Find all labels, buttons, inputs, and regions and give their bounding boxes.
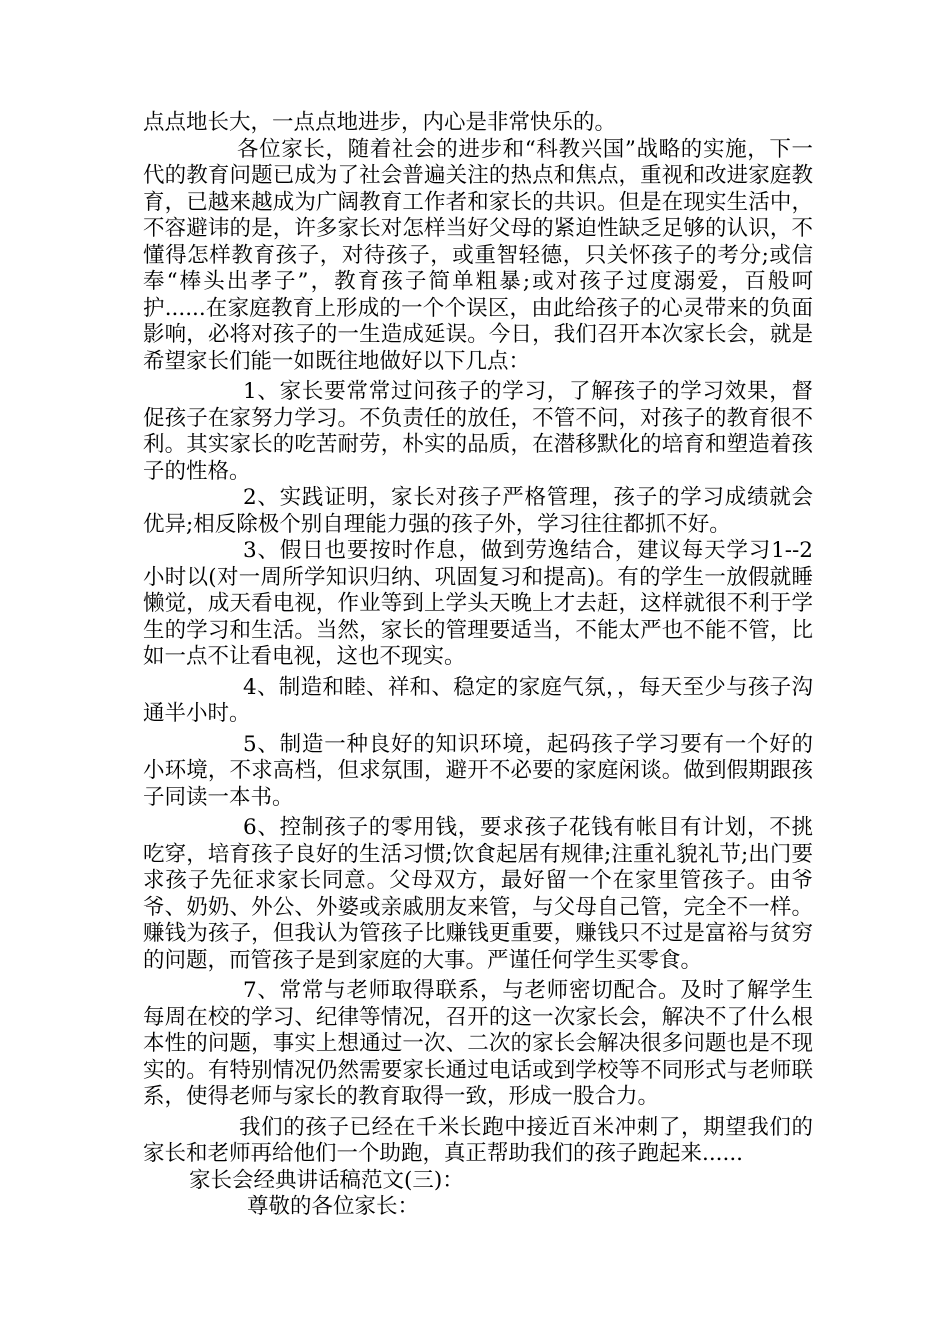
paragraph-closing: 我们的孩子已经在千米长跑中接近百米冲刺了，期望我们的家长和老师再给他们一个助跑，真正帮助我们的孩子跑起来...... <box>143 1114 813 1166</box>
paragraph-point-6: 6、控制孩子的零用钱，要求孩子花钱有帐目有计划，不挑吃穿，培育孩子良好的生活习惯;饮食起居有规律;注重礼貌礼节;出门要求孩子先征求家长同意。父母双方，最好留一个在家里管孩子。由爷爷、奶奶、外公、外婆或亲戚朋友来管，与父母自己管，完全不一样。赚钱为孩子，但我认为管孩子比赚钱更重要，赚钱只不过是富裕与贫穷的问题，而管孩子是到家庭的大事。严谨任何学生买零食。 <box>143 815 813 973</box>
paragraph-point-7: 7、常常与老师取得联系，与老师密切配合。及时了解学生每周在校的学习、纪律等情况，召开的这一次家长会，解决不了什么根本性的问题，事实上想通过一次、二次的家长会解决很多问题也是不现实的。有特别情况仍然需要家长通过电话或到学校等不同形式与老师联系，使得老师与家长的教育取得一致，形成一股合力。 <box>143 978 813 1109</box>
paragraph-intro: 各位家长，随着社会的进步和“科教兴国”战略的实施，下一代的教育问题已成为了社会普遍关注的热点和焦点，重视和改进家庭教育，已越来越成为广阔教育工作者和家长的共识。但是在现实生活中，不容避讳的是，许多家长对怎样当好父母的紧迫性缺乏足够的认识，不懂得怎样教育孩子，对待孩子，或重智轻德，只关怀孩子的考分;或信奉“棒头出孝子”，教育孩子简单粗暴;或对孩子过度溺爱，百般呵护......在家庭教育上形成的一个个误区，由此给孩子的心灵带来的负面影响，必将对孩子的一生造成延误。今日，我们召开本次家长会，就是希望家长们能一如既往地做好以下几点： <box>143 136 813 374</box>
paragraph-point-5: 5、制造一种良好的知识环境，起码孩子学习要有一个好的小环境，不求高档，但求氛围，避开不必要的家庭闲谈。做到假期跟孩子同读一本书。 <box>143 731 813 810</box>
paragraph-point-4: 4、制造和睦、祥和、稳定的家庭气氛，，每天至少与孩子沟通半小时。 <box>143 674 813 726</box>
document-body <box>143 110 813 1221</box>
paragraph-point-1: 1、家长要常常过问孩子的学习，了解孩子的学习效果，督促孩子在家努力学习。不负责任的放任，不管不问，对孩子的教育很不利。其实家长的吃苦耐劳，朴实的品质，在潜移默化的培育和塑造着孩子的性格。 <box>143 379 813 484</box>
section-heading: 家长会经典讲话稿范文(三)： <box>189 1167 464 1193</box>
paragraph-point-3: 3、假日也要按时作息，做到劳逸结合，建议每天学习1--2小时以(对一周所学知识归纳、巩固复习和提高)。有的学生一放假就睡懒觉，成天看电视，作业等到上学头天晚上才去赶，这样就很不利于学生的学习和生活。当然，家长的管理要适当，不能太严也不能不管，比如一点不让看电视，这也不现实。 <box>143 538 813 669</box>
paragraph-continuation: 点点地长大，一点点地进步，内心是非常快乐的。 <box>143 110 617 135</box>
paragraph-point-2: 2、实践证明，家长对孩子严格管理，孩子的学习成绩就会优异;相反除极个别自理能力强的孩子外，学习往往都抓不好。 <box>143 485 813 537</box>
greeting-line: 尊敬的各位家长： <box>247 1194 420 1219</box>
